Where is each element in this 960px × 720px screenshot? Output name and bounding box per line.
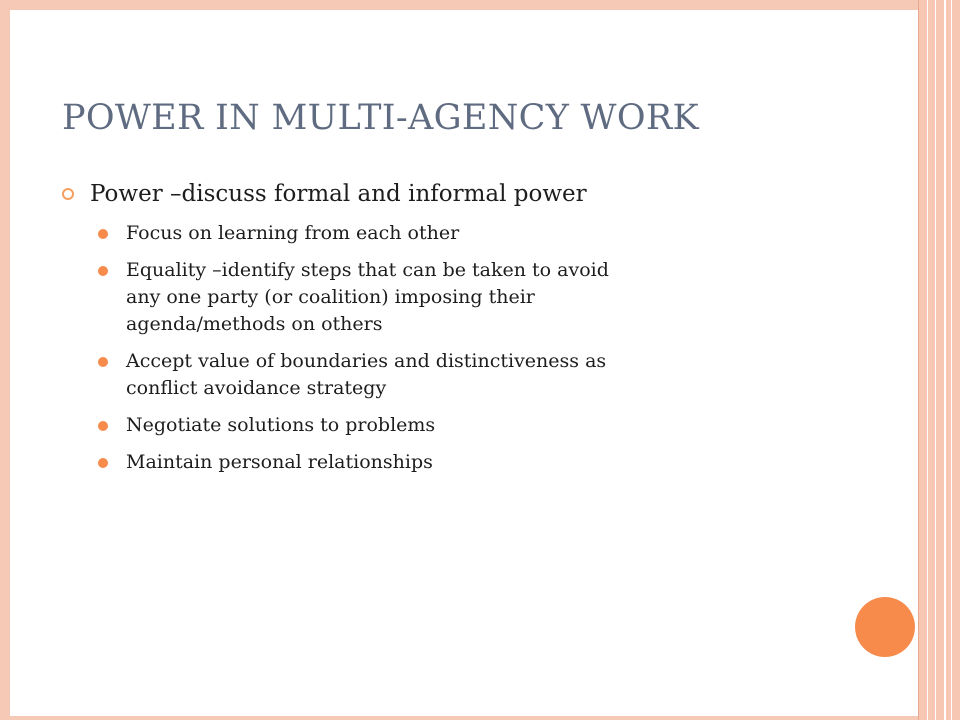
right-panel-edge <box>918 0 919 720</box>
bullet-level-1 <box>62 178 822 210</box>
right-decorative-panel <box>918 0 960 720</box>
sub-bullet-text: Equality –identify steps that can be taken to avoid any one party (or coalition) imposing their agenda/methods on others <box>126 259 609 335</box>
bullet-level-2 <box>62 348 822 402</box>
dot-bullet-icon <box>98 357 108 367</box>
bullet-level-2 <box>62 449 822 476</box>
bullet-level-2 <box>62 412 822 439</box>
right-stripe <box>935 0 936 720</box>
bullet-text: Power –discuss formal and informal power <box>90 181 587 207</box>
decorative-circle-icon <box>855 597 915 657</box>
bullet-level-2 <box>62 220 822 247</box>
bottom-border <box>0 716 960 720</box>
left-border <box>0 0 10 720</box>
sub-bullet-text: Negotiate solutions to problems <box>126 414 436 436</box>
right-stripe <box>944 0 946 720</box>
right-stripe <box>927 0 928 720</box>
ring-bullet-icon <box>62 188 74 200</box>
slide-title: POWER IN MULTI-AGENCY WORK <box>62 98 699 138</box>
dot-bullet-icon <box>98 421 108 431</box>
right-stripe <box>951 0 952 720</box>
sub-bullet-text: Maintain personal relationships <box>126 451 433 473</box>
dot-bullet-icon <box>98 458 108 468</box>
dot-bullet-icon <box>98 266 108 276</box>
top-border <box>0 0 960 10</box>
sub-bullet-text: Accept value of boundaries and distinctiveness as conflict avoidance strategy <box>126 350 607 399</box>
dot-bullet-icon <box>98 229 108 239</box>
bullet-level-2 <box>62 257 822 338</box>
sub-bullet-text: Focus on learning from each other <box>126 222 460 244</box>
slide-content <box>62 178 822 486</box>
